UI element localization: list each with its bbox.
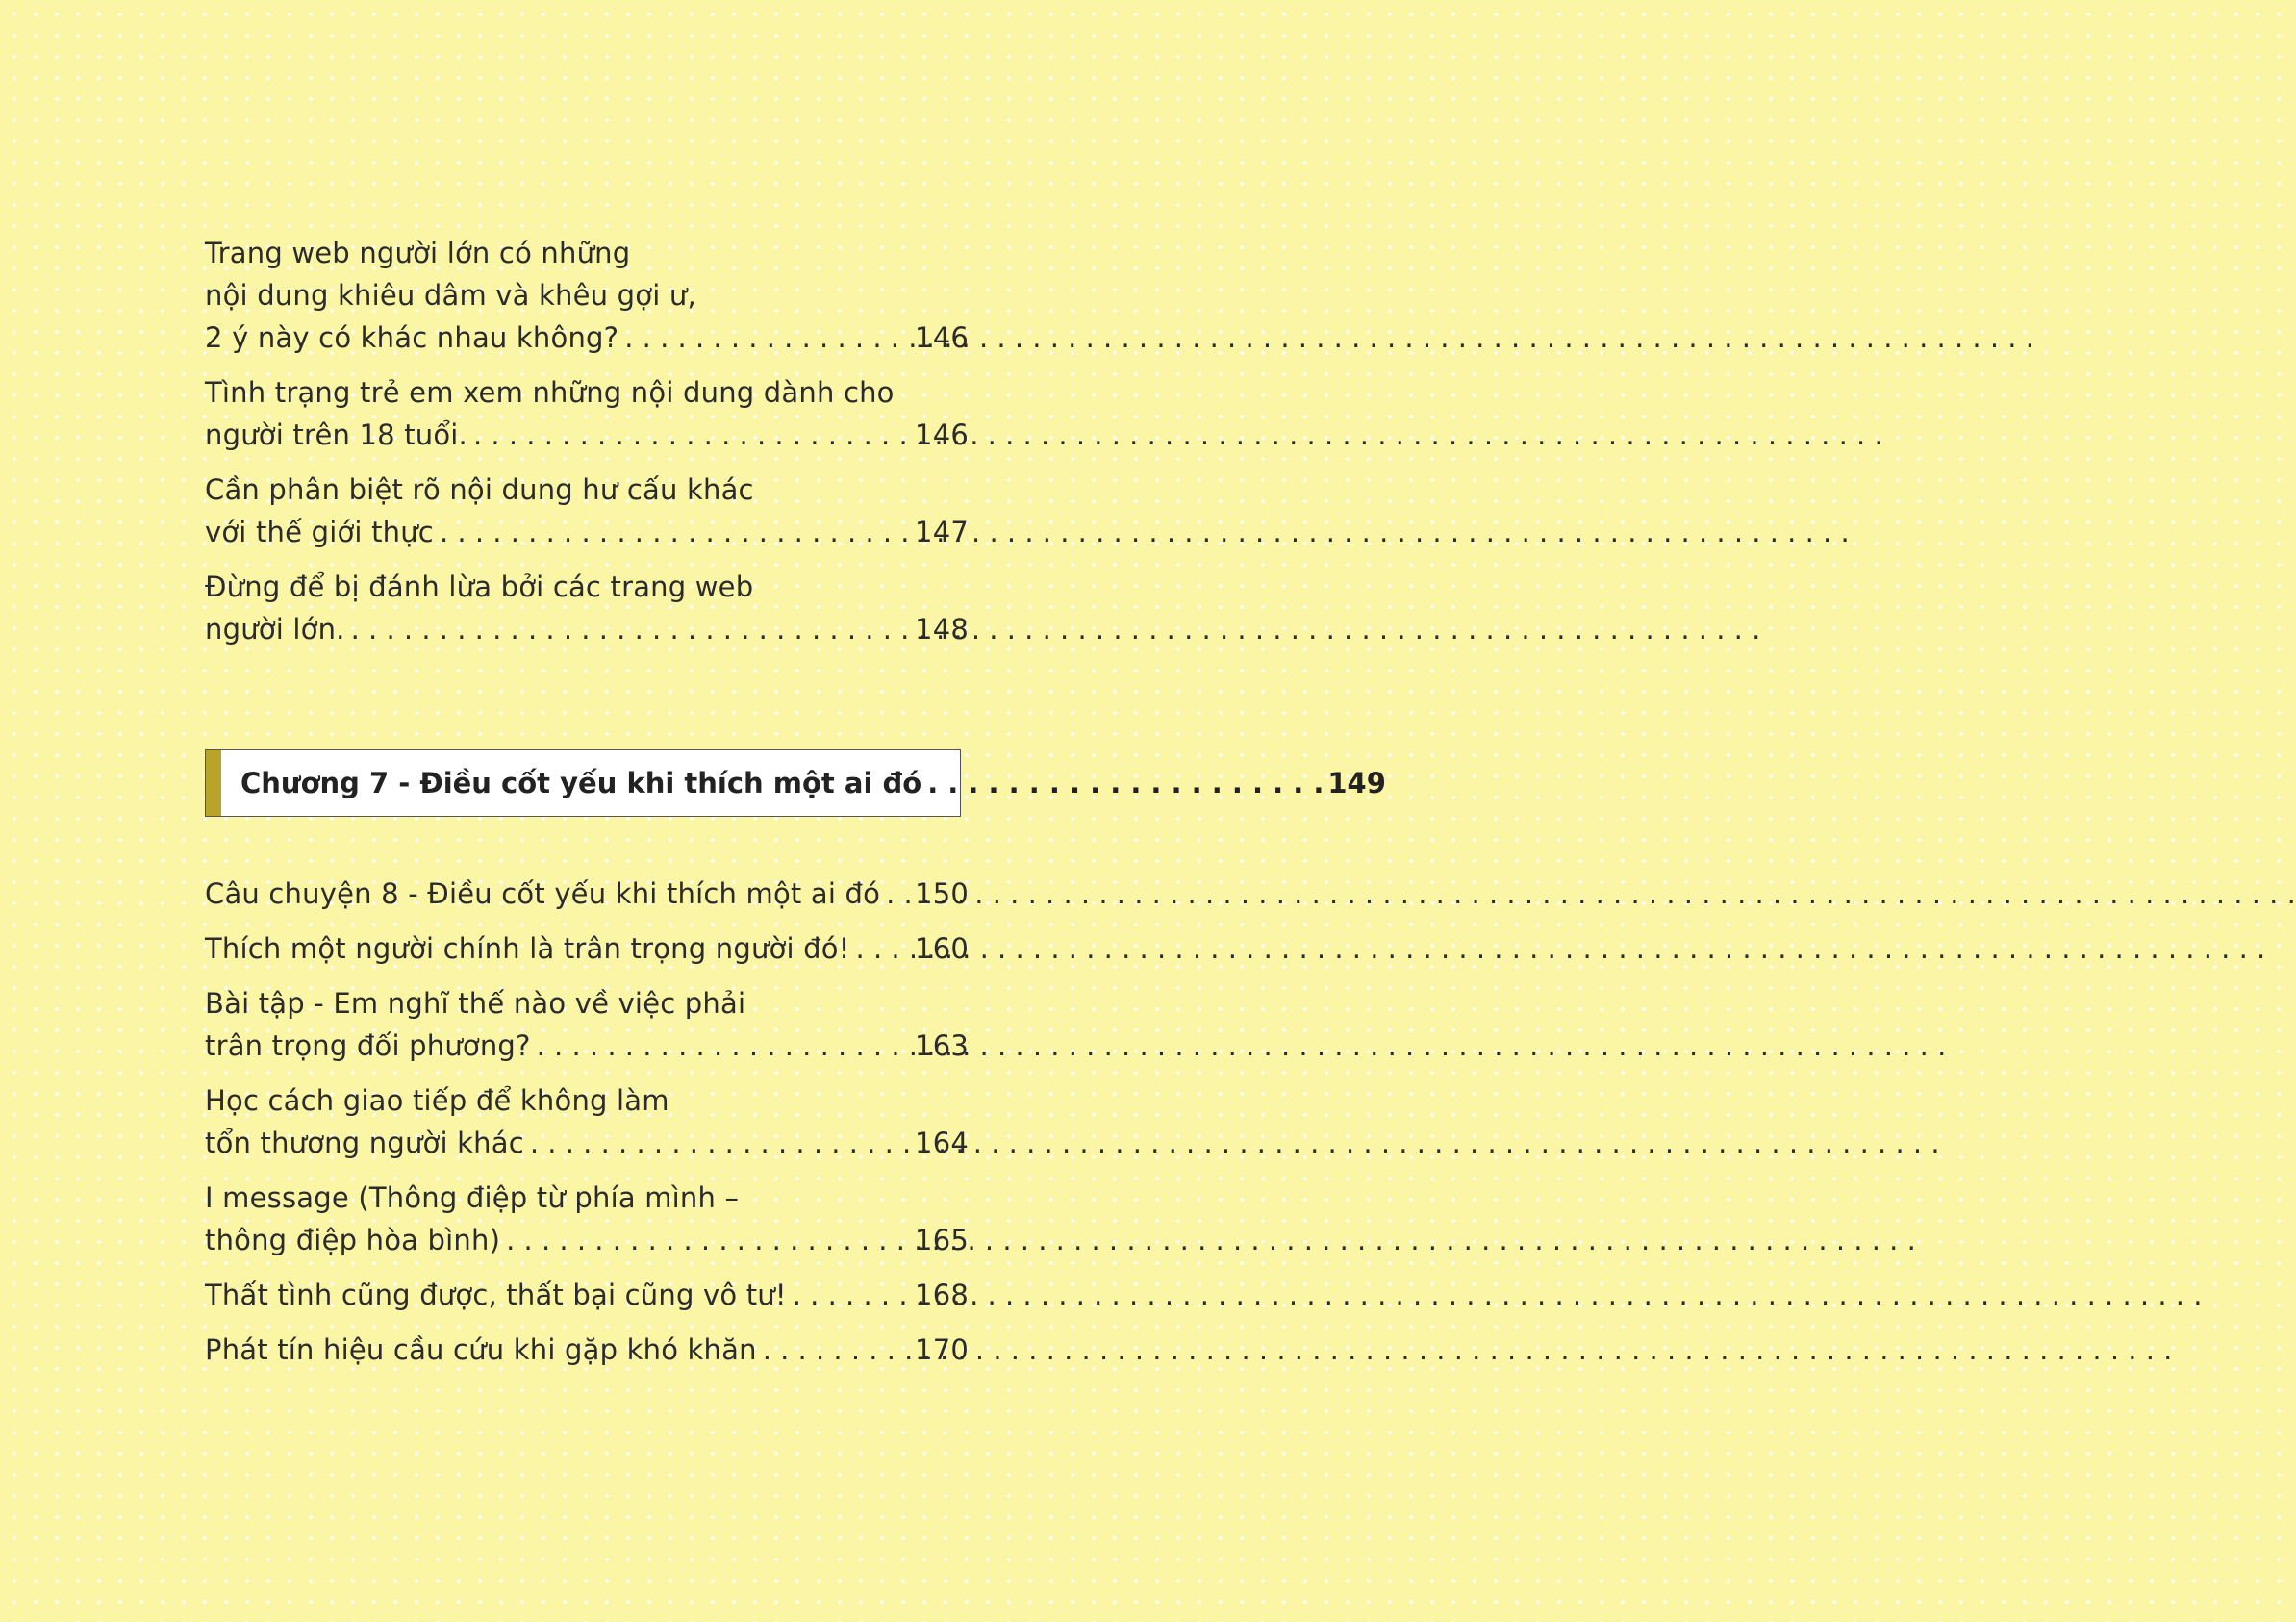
toc-entry-line: Cần phân biệt rõ nội dung hư cấu khác bbox=[205, 473, 754, 506]
toc-entry-title: người trên 18 tuổi. bbox=[205, 418, 467, 451]
toc-entry[interactable] bbox=[205, 982, 969, 1067]
dot-leader bbox=[506, 1219, 905, 1261]
toc-entry-title: Phát tín hiệu cầu cứu khi gặp khó khăn bbox=[205, 1333, 757, 1366]
toc-section-after bbox=[205, 873, 969, 1383]
toc-entry[interactable] bbox=[205, 1177, 969, 1261]
toc-entry-line: Đừng để bị đánh lừa bởi các trang web bbox=[205, 570, 754, 603]
toc-entry-title: người lớn. bbox=[205, 613, 345, 646]
toc-entry[interactable] bbox=[205, 469, 969, 553]
toc-entry-line: Học cách giao tiếp để không làm bbox=[205, 1084, 669, 1117]
dot-leader bbox=[927, 767, 1324, 799]
toc-entry[interactable] bbox=[205, 1329, 969, 1371]
toc-entry-title: 2 ý này có khác nhau không? bbox=[205, 321, 619, 354]
toc-page-number: 165 bbox=[915, 1224, 969, 1256]
toc-entry[interactable] bbox=[205, 371, 969, 456]
chapter-page-number: 149 bbox=[1327, 767, 1386, 799]
toc-page-number: 163 bbox=[915, 1029, 969, 1062]
dot-leader bbox=[793, 1274, 905, 1316]
toc-page-number: 148 bbox=[915, 613, 969, 646]
toc-entry-line: I message (Thông điệp từ phía mình – bbox=[205, 1181, 740, 1214]
toc-page-number: 150 bbox=[915, 877, 970, 910]
toc-entry-title: Thích một người chính là trân trọng người đó! bbox=[205, 932, 850, 965]
toc-entry[interactable] bbox=[205, 927, 969, 970]
dot-leader bbox=[351, 608, 905, 650]
toc-entry-title: Câu chuyện 8 - Điều cốt yếu khi thích một ai đó bbox=[205, 877, 881, 910]
toc-entry-line: Tình trạng trẻ em xem những nội dung dành cho bbox=[205, 376, 895, 409]
toc-entry[interactable] bbox=[205, 566, 969, 650]
toc-entry-title: Thất tình cũng được, thất bại cũng vô tư! bbox=[205, 1279, 787, 1311]
chapter-title: Chương 7 - Điều cốt yếu khi thích một ai đó bbox=[240, 767, 922, 799]
toc-entry-title: thông điệp hòa bình) bbox=[205, 1224, 501, 1256]
dot-leader bbox=[530, 1122, 905, 1164]
toc-entry-line: nội dung khiêu dâm và khêu gợi ư, bbox=[205, 279, 696, 312]
toc-section-before bbox=[205, 232, 969, 663]
dot-leader bbox=[473, 414, 905, 456]
toc-page-number: 168 bbox=[915, 1279, 969, 1311]
toc-entry-line: Bài tập - Em nghĩ thế nào về việc phải bbox=[205, 987, 746, 1020]
toc-entry[interactable] bbox=[205, 232, 969, 359]
dot-leader bbox=[856, 927, 906, 970]
dot-leader bbox=[624, 317, 905, 359]
dot-leader bbox=[440, 511, 905, 553]
dot-leader bbox=[886, 873, 905, 915]
toc-entry-title: trân trọng đối phương? bbox=[205, 1029, 531, 1062]
toc-page-number: 147 bbox=[915, 516, 969, 548]
toc-page-number: 164 bbox=[915, 1127, 969, 1159]
toc-entry[interactable] bbox=[205, 1079, 969, 1164]
toc-page-number: 170 bbox=[915, 1333, 969, 1366]
toc-entry-title: với thế giới thực bbox=[205, 516, 434, 548]
dot-leader bbox=[537, 1025, 905, 1067]
dot-leader bbox=[763, 1329, 905, 1371]
toc-entry-title: tổn thương người khác bbox=[205, 1127, 524, 1159]
toc-entry[interactable] bbox=[205, 1274, 969, 1316]
chapter-accent-bar bbox=[206, 750, 221, 816]
toc-entry-line: Trang web người lớn có những bbox=[205, 237, 631, 269]
toc-page-number: 146 bbox=[915, 321, 969, 354]
toc-page-number: 160 bbox=[915, 932, 969, 965]
chapter-heading[interactable] bbox=[205, 749, 1386, 817]
toc-page-number: 146 bbox=[915, 418, 969, 451]
toc-entry[interactable] bbox=[205, 873, 969, 915]
